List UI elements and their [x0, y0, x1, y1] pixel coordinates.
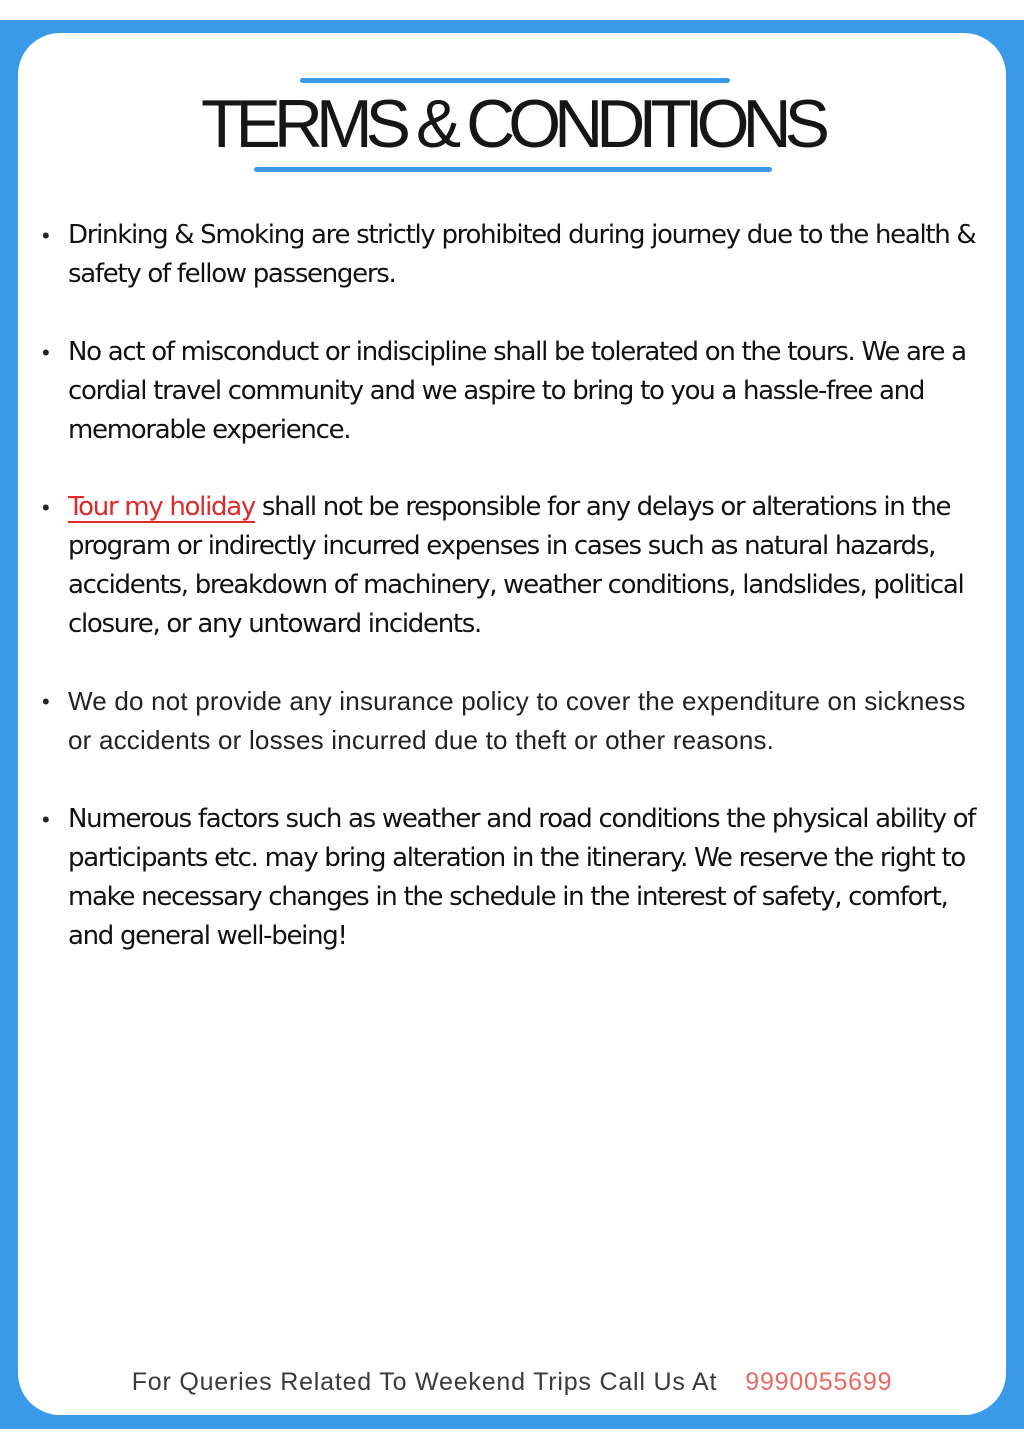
phone-number[interactable]: 9990055699 — [745, 1368, 893, 1396]
title-rule-top — [300, 78, 730, 83]
title-rule-bottom — [254, 167, 772, 172]
bullet-icon: • — [42, 495, 50, 520]
bullet-icon: • — [42, 340, 50, 365]
bullet-icon: • — [42, 223, 50, 248]
term-text — [68, 488, 994, 644]
bullet-icon: • — [42, 807, 50, 832]
term-text: No act of misconduct or indiscipline shall be tolerated on the tours. We are a cordial travel community and we aspire to bring to you a hassle-free and memorable experience. — [68, 337, 966, 445]
page-title: TERMS & CONDITIONS — [200, 86, 824, 162]
term-text: Drinking & Smoking are strictly prohibited during journey due to the health & safety of fellow passengers. — [68, 220, 976, 289]
bullet-icon: • — [42, 689, 50, 714]
term-text: Numerous factors such as weather and road conditions the physical ability of participants etc. may bring alteration in the itinerary. We reserve the right to make necessary changes in the schedule in the interest of safety, comfort, and general well-being! — [68, 804, 976, 951]
brand-name-link[interactable]: Tour my holiday — [68, 492, 255, 522]
footer — [0, 1364, 1024, 1400]
term-text: We do not provide any insurance policy to cover the expenditure on sickness or accidents or losses incurred due to theft or other reasons. — [68, 686, 966, 755]
term-text-rest: shall not be responsible for any delays or alterations in the program or indirectly incurred expenses in cases such as natural hazards, accidents, breakdown of machinery, weather conditions, landslides, political closure, or any untoward incidents. — [68, 492, 964, 639]
footer-text: For Queries Related To Weekend Trips Call Us At — [131, 1368, 718, 1396]
